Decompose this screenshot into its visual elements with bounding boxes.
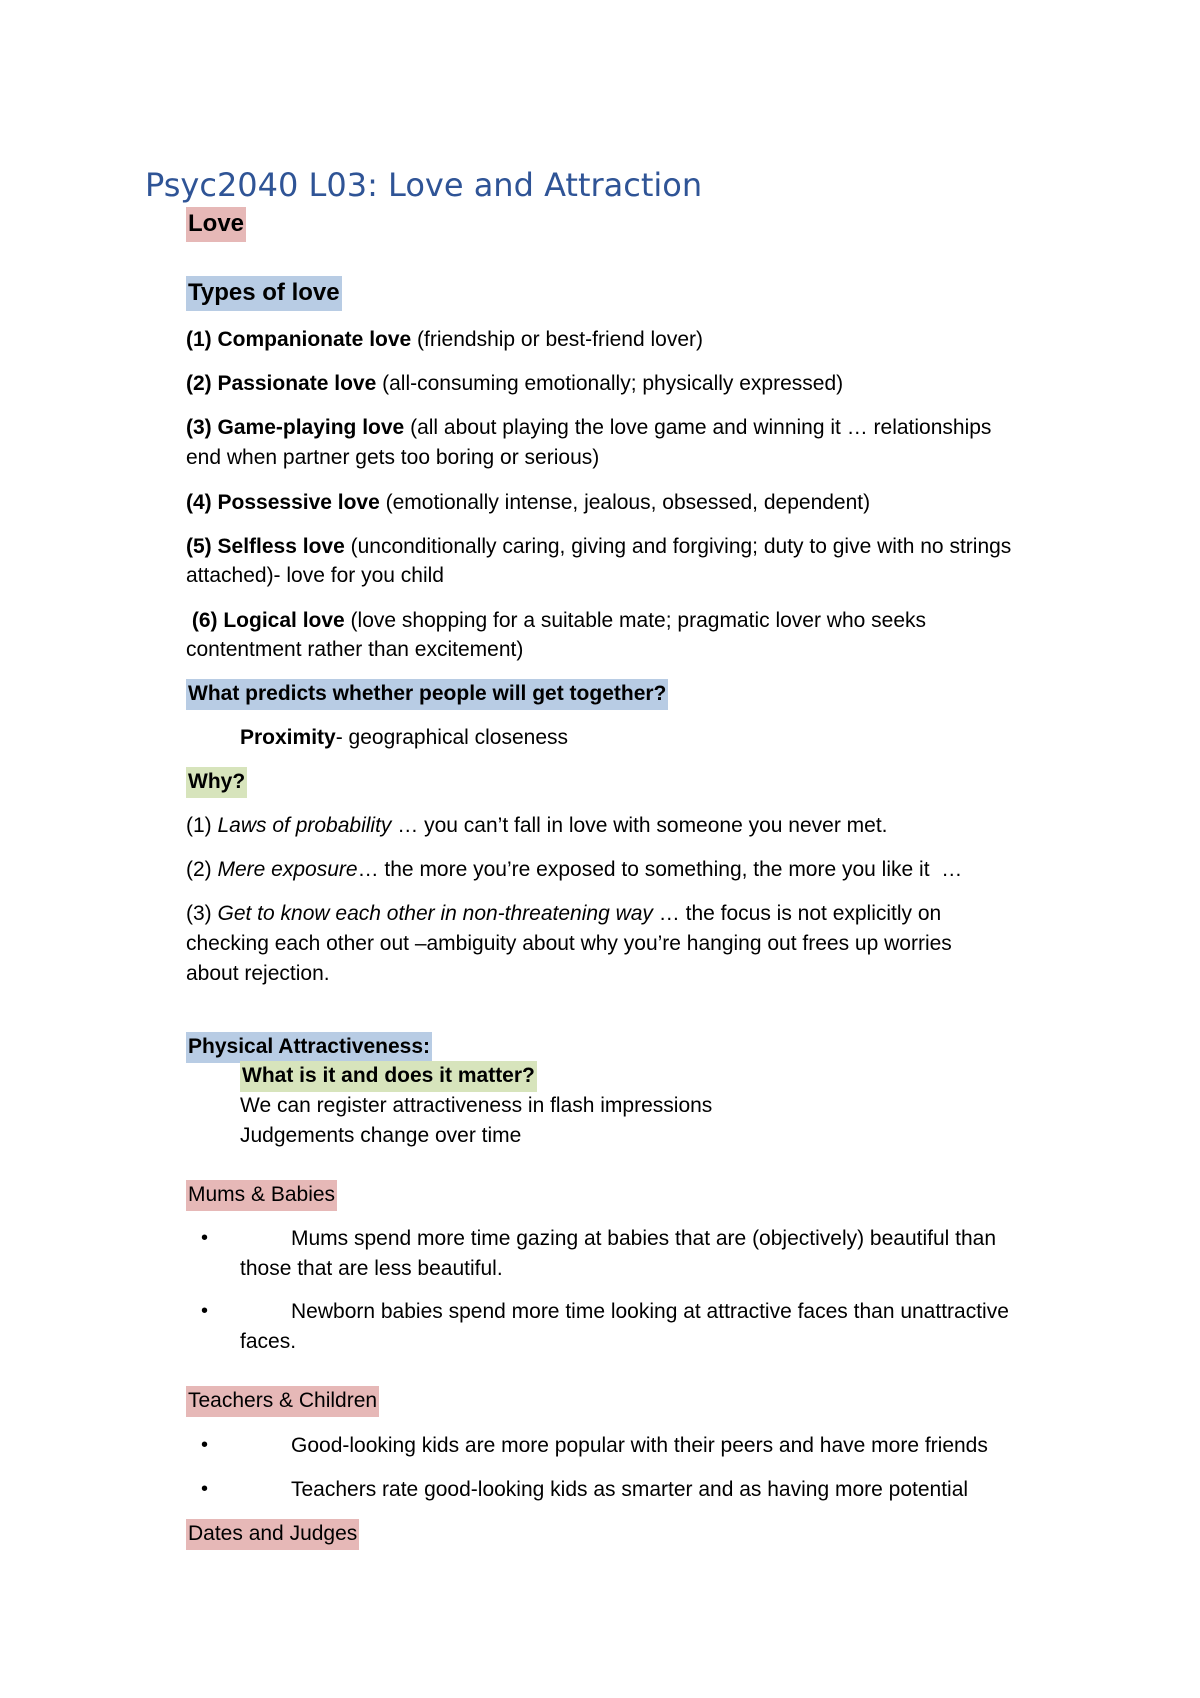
predicts-heading: What predicts whether people will get together? bbox=[186, 679, 668, 709]
dates-heading: Dates and Judges bbox=[186, 1519, 359, 1549]
mums-bullet-1: Mums spend more time gazing at babies that are (objectively) beautiful than bbox=[291, 1227, 997, 1250]
type-item-4: (4) Possessive love (emotionally intense, jealous, obsessed, dependent) bbox=[186, 491, 871, 514]
type-item-3: (3) Game-playing love (all about playing the love game and winning it … relationships bbox=[186, 416, 992, 439]
teachers-heading: Teachers & Children bbox=[186, 1386, 379, 1416]
mums-bullet-2: Newborn babies spend more time looking at attractive faces than unattractive bbox=[291, 1300, 1009, 1323]
mums-bullet-2-cont: faces. bbox=[240, 1330, 297, 1353]
type-item-2: (2) Passionate love (all-consuming emotionally; physically expressed) bbox=[186, 372, 844, 395]
document-title: Psyc2040 L03: Love and Attraction bbox=[145, 166, 703, 204]
bullet-icon: • bbox=[201, 1478, 209, 1500]
love-heading: Love bbox=[186, 209, 246, 239]
bullet-icon: • bbox=[201, 1300, 209, 1322]
type-item-6: (6) Logical love (love shopping for a suitable mate; pragmatic lover who seeks bbox=[186, 609, 927, 632]
type-item-1: (1) Companionate love (friendship or best-friend lover) bbox=[186, 328, 704, 351]
matter-heading: What is it and does it matter? bbox=[240, 1061, 537, 1091]
reason-item-3: (3) Get to know each other in non-threatening way … the focus is not explicitly on bbox=[186, 902, 942, 925]
mums-heading: Mums & Babies bbox=[186, 1180, 337, 1210]
type-item-6-cont: contentment rather than excitement) bbox=[186, 638, 524, 661]
proximity-line: Proximity- geographical closeness bbox=[240, 726, 569, 749]
bullet-icon: • bbox=[201, 1434, 209, 1456]
type-item-5-cont: attached)- love for you child bbox=[186, 564, 444, 587]
bullet-icon: • bbox=[201, 1227, 209, 1249]
reason-item-3-cont2: about rejection. bbox=[186, 962, 330, 985]
why-heading: Why? bbox=[186, 767, 247, 797]
type-item-3-cont: end when partner gets too boring or serious) bbox=[186, 446, 600, 469]
mums-bullet-1-cont: those that are less beautiful. bbox=[240, 1257, 503, 1280]
types-heading: Types of love bbox=[186, 278, 342, 308]
flash-text: We can register attractiveness in flash impressions bbox=[240, 1094, 713, 1117]
reason-item-3-cont: checking each other out –ambiguity about why you’re hanging out frees up worries bbox=[186, 932, 952, 955]
reason-item-2: (2) Mere exposure… the more you’re exposed to something, the more you like it … bbox=[186, 858, 963, 881]
judgements-text: Judgements change over time bbox=[240, 1124, 522, 1147]
type-item-5: (5) Selfless love (unconditionally caring, giving and forgiving; duty to give with no strings bbox=[186, 535, 1012, 558]
reason-item-1: (1) Laws of probability … you can’t fall in love with someone you never met. bbox=[186, 814, 888, 837]
physical-heading: Physical Attractiveness: bbox=[186, 1032, 432, 1062]
teachers-bullet-1: Good-looking kids are more popular with their peers and have more friends bbox=[291, 1434, 988, 1457]
teachers-bullet-2: Teachers rate good-looking kids as smarter and as having more potential bbox=[291, 1478, 969, 1501]
